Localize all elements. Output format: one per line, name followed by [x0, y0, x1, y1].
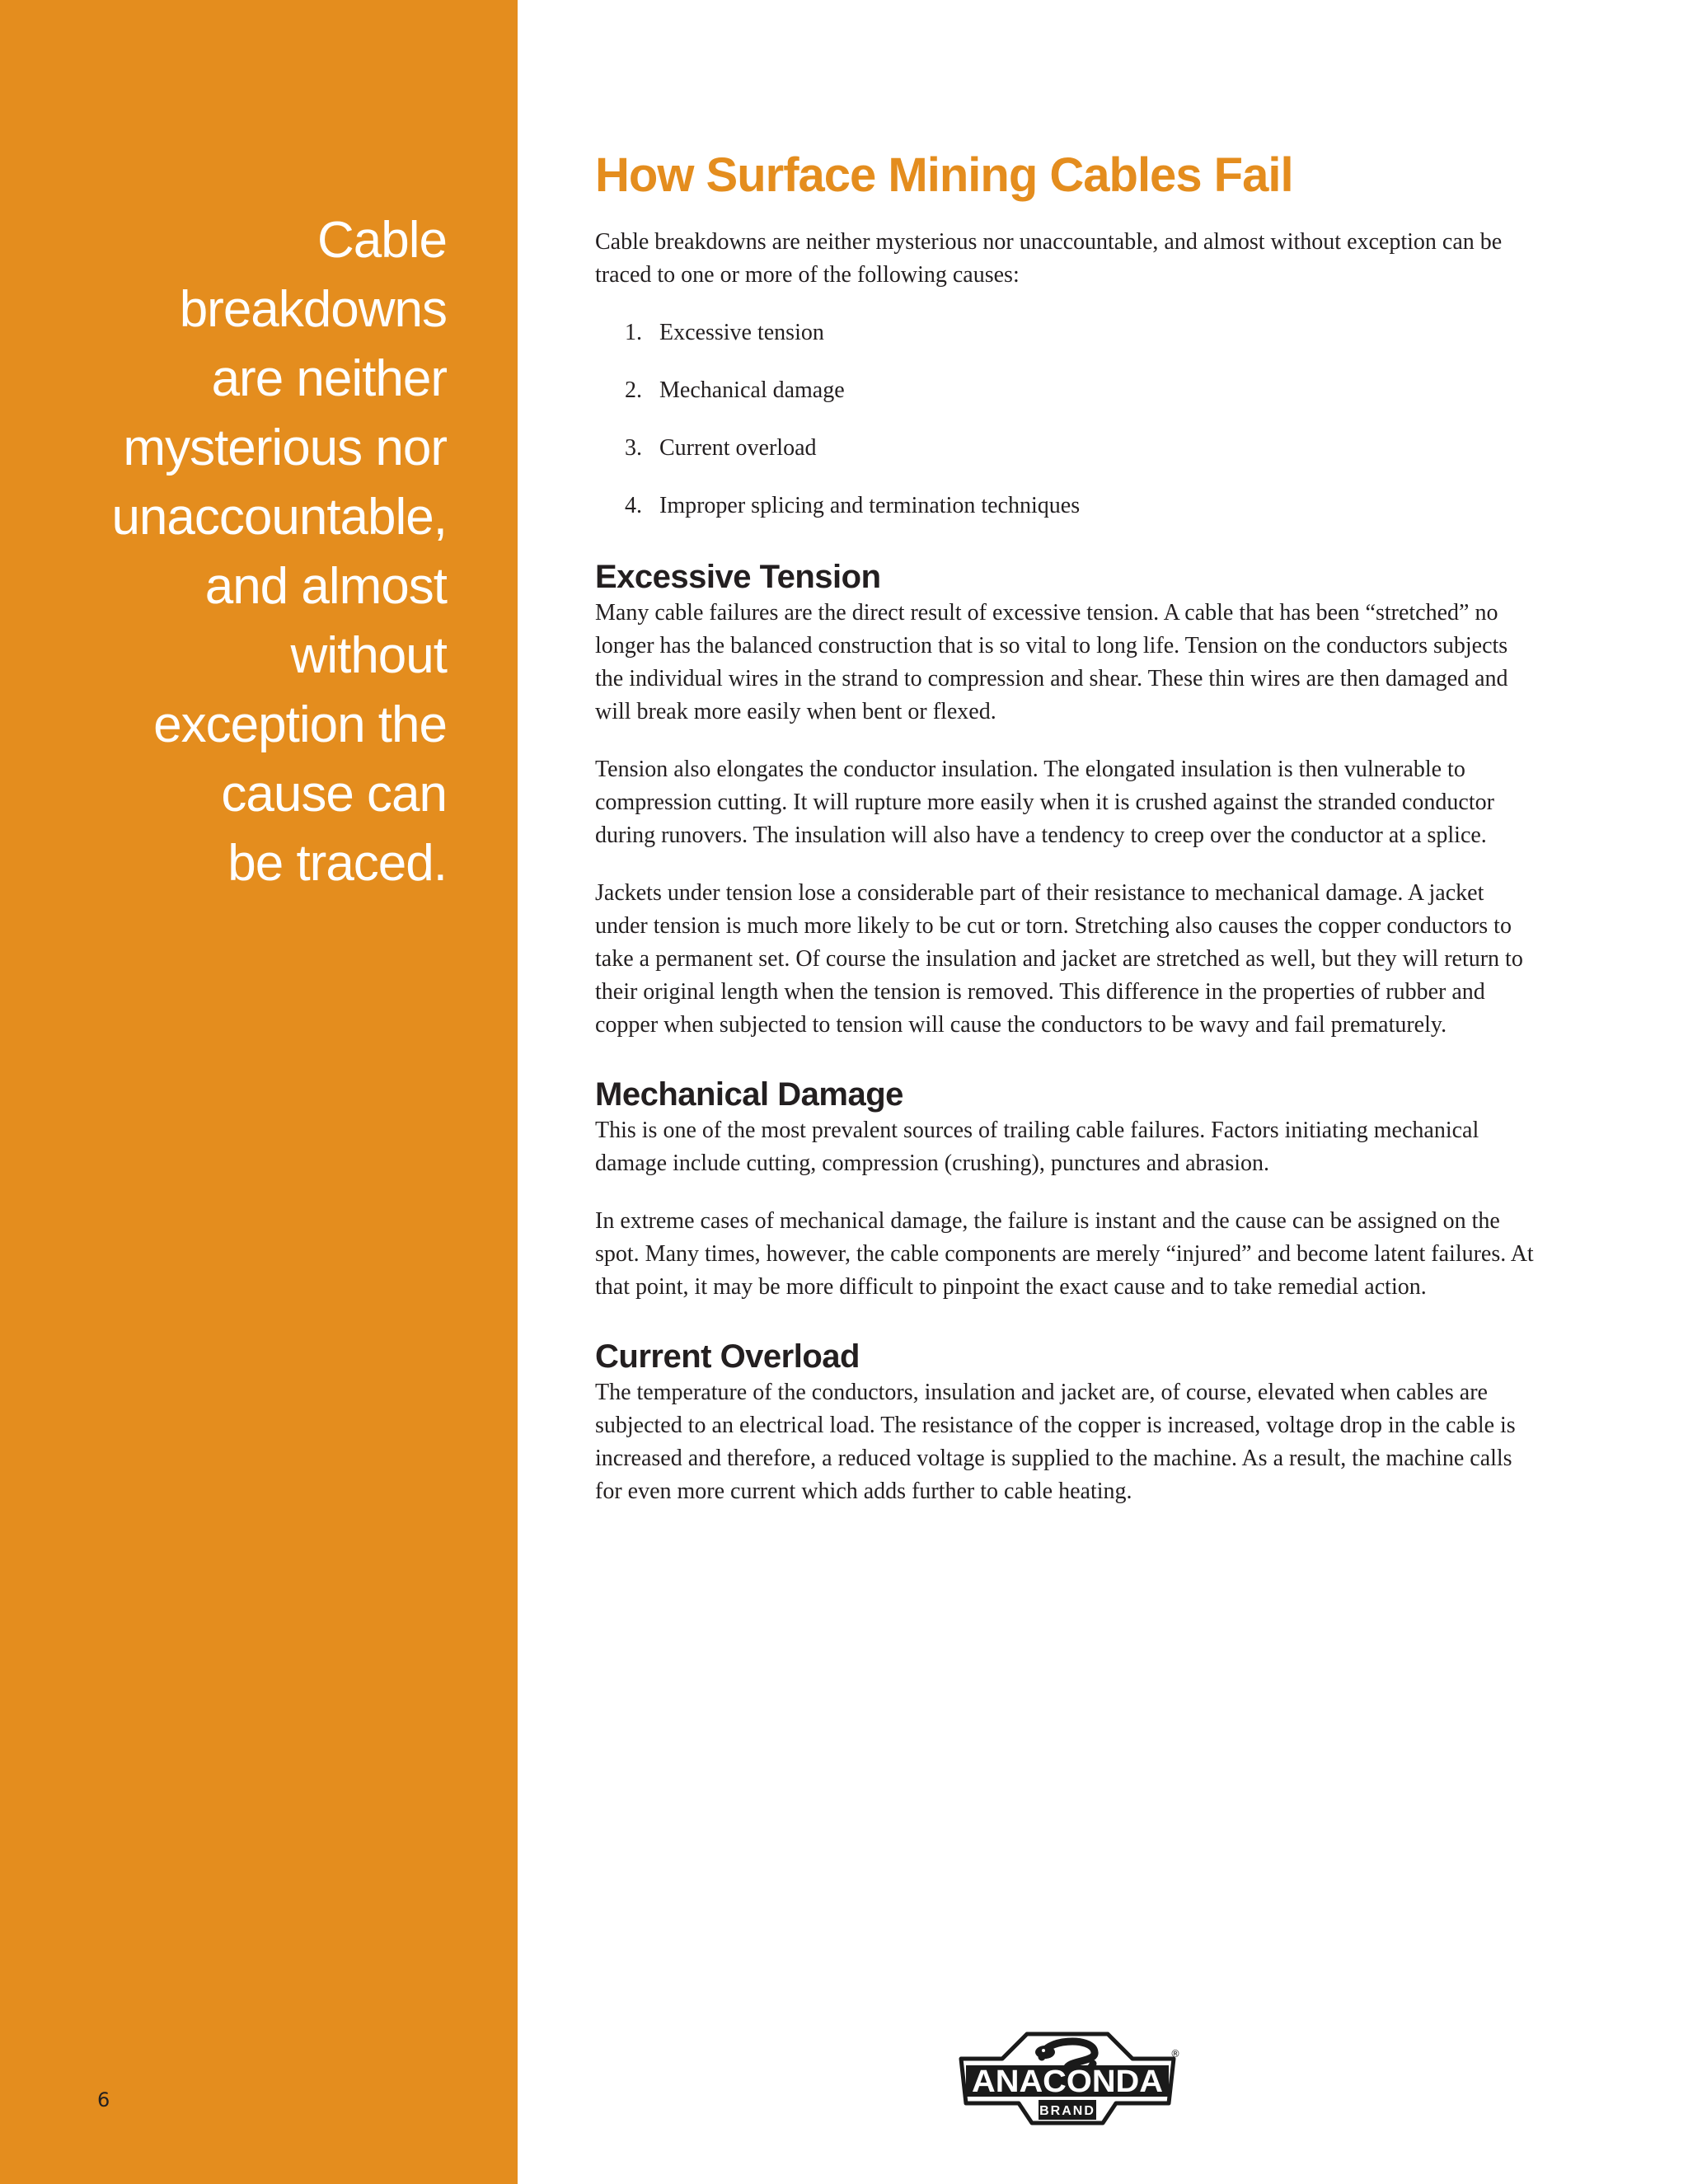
list-item-text: Excessive tension [659, 320, 824, 345]
pull-quote-line: be traced. [227, 835, 447, 892]
list-item-text: Mechanical damage [659, 377, 845, 403]
page-title: How Surface Mining Cables Fail [595, 148, 1293, 202]
logo-wordmark: ANACONDA [972, 2064, 1163, 2099]
pull-quote-line: unaccountable, [111, 489, 447, 546]
causes-list [595, 316, 1535, 523]
sidebar-panel [0, 0, 518, 2184]
section-excessive-tension [595, 557, 1535, 1042]
pull-quote-line: without [290, 627, 447, 684]
pull-quote-line: and almost [204, 558, 447, 615]
list-item [625, 490, 1535, 523]
pull-quote-line: breakdowns [179, 281, 447, 338]
body-paragraph: Many cable failures are the direct result of excessive tension. A cable that has been “stretched” no longer has the balanced construction that is so vital to long life. Tension on the conductors subjects the individual wires in the strand to compression and shear. These thin wires are then damaged and will break more easily when bent or flexed. [595, 600, 1508, 724]
pull-quote [0, 206, 447, 898]
main-content [595, 147, 1535, 1533]
pull-quote-line: mysterious nor [123, 419, 447, 476]
page-number: 6 [97, 2088, 110, 2111]
list-number: 4. [625, 493, 642, 518]
section-mechanical-damage [595, 1075, 1535, 1304]
list-number: 2. [625, 377, 642, 403]
section-current-overload [595, 1337, 1535, 1508]
list-number: 1. [625, 320, 642, 345]
body-paragraph: This is one of the most prevalent sources of trailing cable failures. Factors initiating mechanical damage include cutting, compression (crushing), punctures and abrasion. [595, 1118, 1479, 1176]
section-heading: Current Overload [595, 1338, 860, 1375]
section-heading: Excessive Tension [595, 559, 881, 595]
body-paragraph: The temperature of the conductors, insulation and jacket are, of course, elevated when cables are subjected to an electrical load. The resistance of the copper is increased, voltage drop in the cable is increased and therefore, a reduced voltage is supplied to the machine. As a result, the machine calls for even more current which adds further to cable heating. [595, 1380, 1516, 1504]
pull-quote-line: exception the [153, 696, 447, 753]
pull-quote-line: Cable [317, 212, 447, 269]
list-item [625, 316, 1535, 349]
body-paragraph: In extreme cases of mechanical damage, the failure is instant and the cause can be assigned on the spot. Many times, however, the cable components are merely “injured” and become latent failures. At that point, it may be more difficult to pinpoint the exact cause and to take remedial action. [595, 1208, 1534, 1300]
body-paragraph: Tension also elongates the conductor insulation. The elongated insulation is then vulnerable to compression cutting. It will rupture more easily when it is crushed against the stranded conductor during runovers. The insulation will also have a tendency to creep over the conductor at a splice. [595, 757, 1494, 848]
list-item-text: Improper splicing and termination techniques [659, 493, 1081, 518]
pull-quote-line: are neither [211, 350, 447, 407]
pull-quote-line: cause can [221, 766, 447, 823]
registered-mark: ® [1170, 2048, 1180, 2060]
list-item-text: Current overload [659, 435, 817, 461]
list-item [625, 432, 1535, 465]
section-heading: Mechanical Damage [595, 1076, 903, 1113]
body-paragraph: Jackets under tension lose a considerable part of their resistance to mechanical damage. A jacket under tension is much more likely to be cut or torn. Stretching also causes the copper conductors to take a permanent set. Of course the insulation and jacket are stretched as well, but they will return to their original length when the tension is removed. This difference in the properties of rubber and copper when subjected to tension will cause the conductors to be wavy and fail prematurely. [595, 880, 1523, 1038]
list-item [625, 374, 1535, 407]
intro-paragraph: Cable breakdowns are neither mysterious nor unaccountable, and almost without exception can be traced to one or more of the following causes: [595, 229, 1503, 288]
list-number: 3. [625, 435, 642, 461]
logo-subtext: BRAND [1039, 2104, 1095, 2118]
anaconda-brand-logo [953, 2024, 1182, 2126]
